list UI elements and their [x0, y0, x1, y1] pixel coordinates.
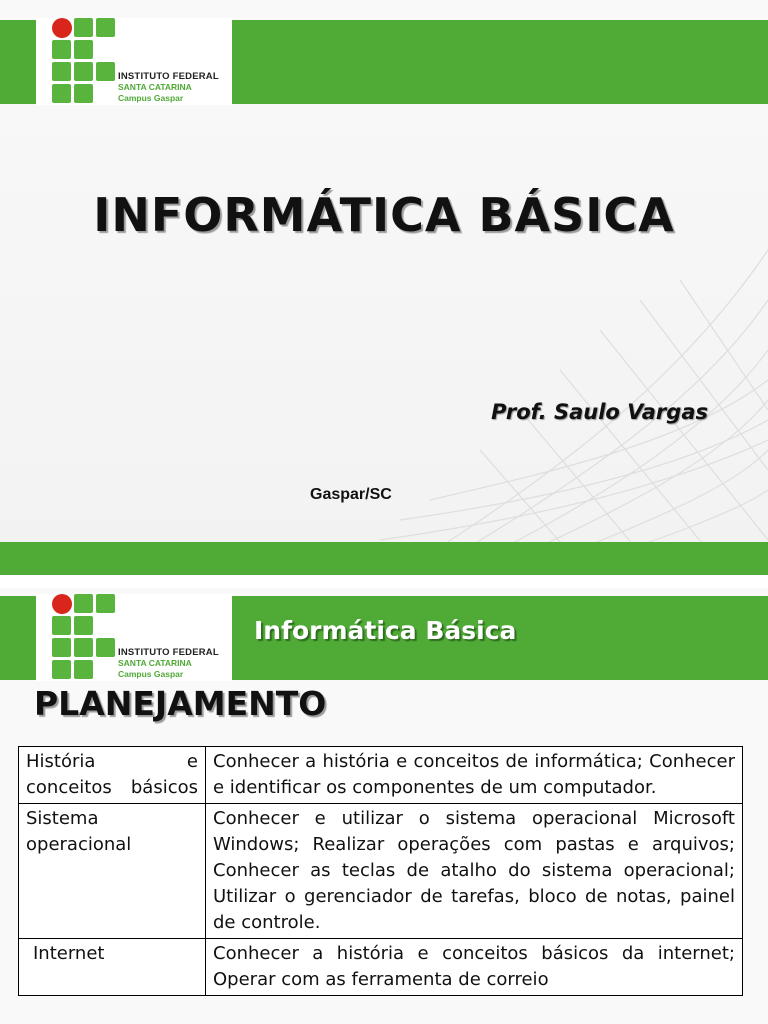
location-text: Gaspar/SC	[310, 486, 392, 503]
author-name: Prof. Saulo Vargas	[491, 400, 708, 424]
logo-line-2: SANTA CATARINA	[118, 82, 192, 92]
logo-line-2: SANTA CATARINA	[118, 658, 192, 668]
description-cell: Conhecer a história e conceitos de informática; Conhecer e identificar os componentes de um computador.	[206, 747, 743, 804]
content-slide	[0, 588, 768, 1024]
table-row	[19, 747, 743, 804]
topic-cell: Sistema operacional	[19, 804, 206, 939]
logo-line-1: INSTITUTO FEDERAL	[118, 71, 219, 82]
institution-logo	[36, 594, 232, 681]
header-band-right	[232, 20, 768, 104]
slide-header-title: Informática Básica	[254, 616, 517, 645]
header-band-left	[0, 20, 36, 104]
logo-line-1: INSTITUTO FEDERAL	[118, 647, 219, 658]
footer-band	[0, 542, 768, 575]
planning-table	[18, 746, 743, 996]
table-row	[19, 804, 743, 939]
slide-title: INFORMÁTICA BÁSICA	[93, 188, 675, 242]
section-title: PLANEJAMENTO	[34, 684, 327, 723]
table-row	[19, 939, 743, 996]
logo-line-3: Campus Gaspar	[118, 93, 184, 103]
topic-cell: Internet	[19, 939, 206, 996]
description-cell: Conhecer e utilizar o sistema operacional Microsoft Windows; Realizar operações com pastas e arquivos; Conhecer as teclas de atalho do sistema operacional; Utilizar o gerenciador de tarefas, bloco de notas, painel de controle.	[206, 804, 743, 939]
institution-logo	[36, 18, 232, 105]
logo-line-3: Campus Gaspar	[118, 669, 184, 679]
slide-separator	[0, 575, 768, 588]
header-band-left	[0, 596, 36, 680]
logo-text	[118, 647, 219, 680]
description-cell: Conhecer a história e conceitos básicos da internet; Operar com as ferramenta de correio	[206, 939, 743, 996]
logo-text	[118, 71, 219, 104]
topic-cell: História e conceitos básicos	[19, 747, 206, 804]
